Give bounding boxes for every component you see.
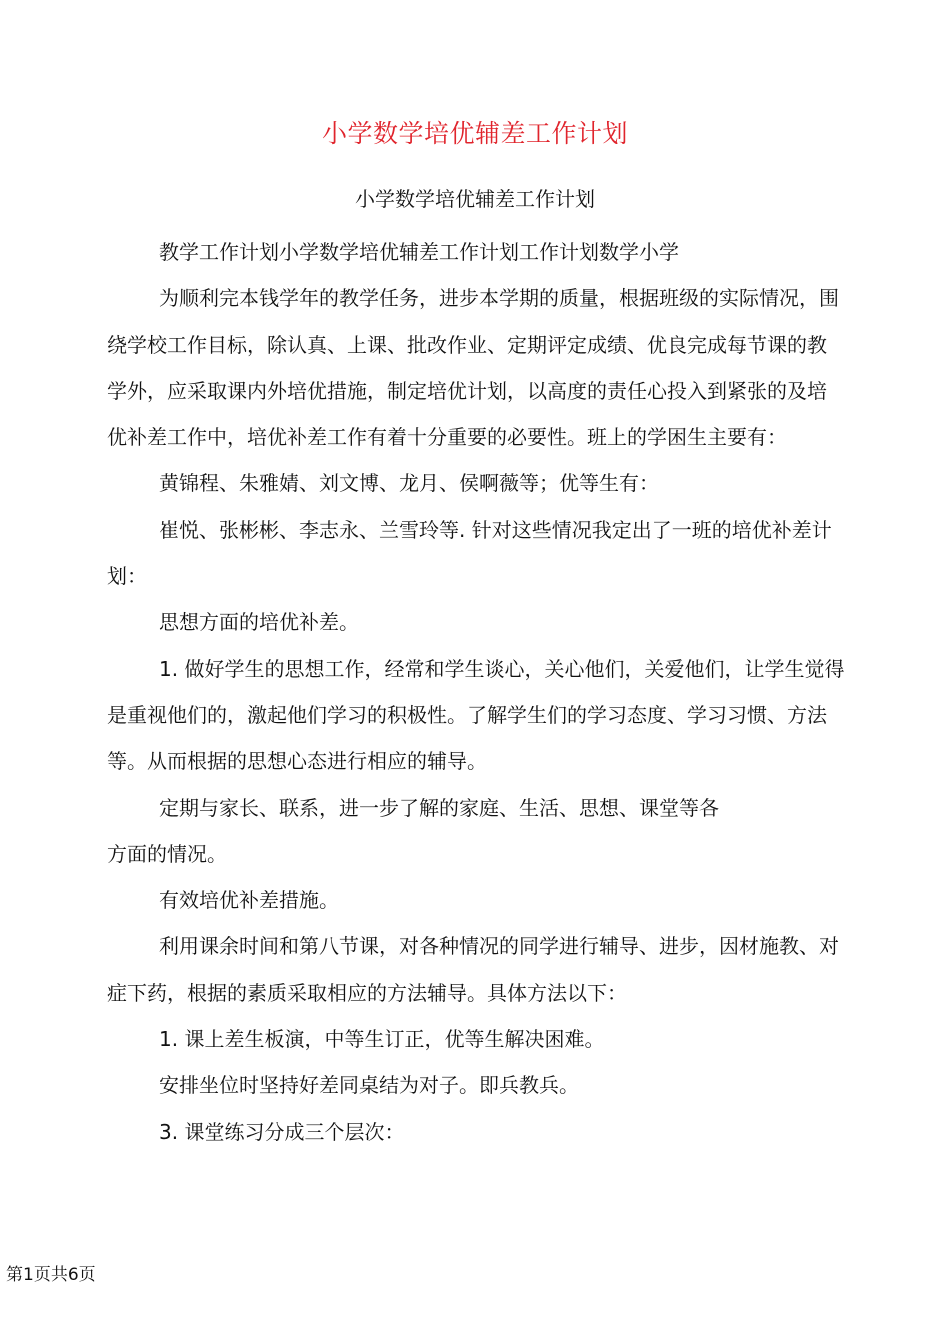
paragraph-measures-detail: 利用课余时间和第八节课，对各种情况的同学进行辅导、进步，因材施教、对症下药，根据的素质采取相应的方法辅导。具体方法以下： bbox=[107, 934, 839, 1005]
document-subtitle: 小学数学培优辅差工作计划 bbox=[355, 187, 595, 211]
paragraph-method-1: 1. 课上差生板演，中等生订正，优等生解决困难。 bbox=[159, 1027, 605, 1052]
paragraph-method-seating: 安排坐位时坚持好差同桌结为对子。即兵教兵。 bbox=[159, 1073, 579, 1098]
paragraph-parent-contact-cont: 方面的情况。 bbox=[107, 841, 227, 866]
page-footer: 第1页共6页 bbox=[6, 1265, 96, 1285]
paragraph-item-1: 1. 做好学生的思想工作，经常和学生谈心，关心他们，关爱他们，让学生觉得是重视他们的，激起他们学习的积极性。了解学生们的学习态度、学习习惯、方法等。从而根据的思想心态进行相应的辅导。 bbox=[107, 656, 845, 774]
document-title: 小学数学培优辅差工作计划 bbox=[321, 119, 628, 148]
paragraph-section-thought: 思想方面的培优补差。 bbox=[159, 610, 359, 635]
paragraph-keywords: 教学工作计划小学数学培优辅差工作计划工作计划数学小学 bbox=[159, 240, 679, 264]
paragraph-section-measures: 有效培优补差措施。 bbox=[159, 888, 339, 913]
paragraph-intro: 为顺利完本钱学年的教学任务，进步本学期的质量，根据班级的实际情况，围绕学校工作目标，除认真、上课、批改作业、定期评定成绩、优良完成每节课的教学外，应采取课内外培优措施，制定培优计划，以高度的责任心投入到紧张的及培优补差工作中，培优补差工作有着十分重要的必要性。班上的学困生主要有： bbox=[107, 286, 839, 450]
paragraph-top-students: 崔悦、张彬彬、李志永、兰雪玲等. 针对这些情况我定出了一班的培优补差计划： bbox=[107, 517, 832, 589]
document-body bbox=[107, 229, 845, 1155]
paragraph-parent-contact: 定期与家长、联系，进一步了解的家庭、生活、思想、课堂等各 bbox=[159, 795, 719, 820]
paragraph-method-3: 3. 课堂练习分成三个层次： bbox=[159, 1119, 405, 1144]
paragraph-struggling-students: 黄锦程、朱雅婧、刘文博、龙月、侯啊薇等；优等生有： bbox=[159, 471, 659, 496]
